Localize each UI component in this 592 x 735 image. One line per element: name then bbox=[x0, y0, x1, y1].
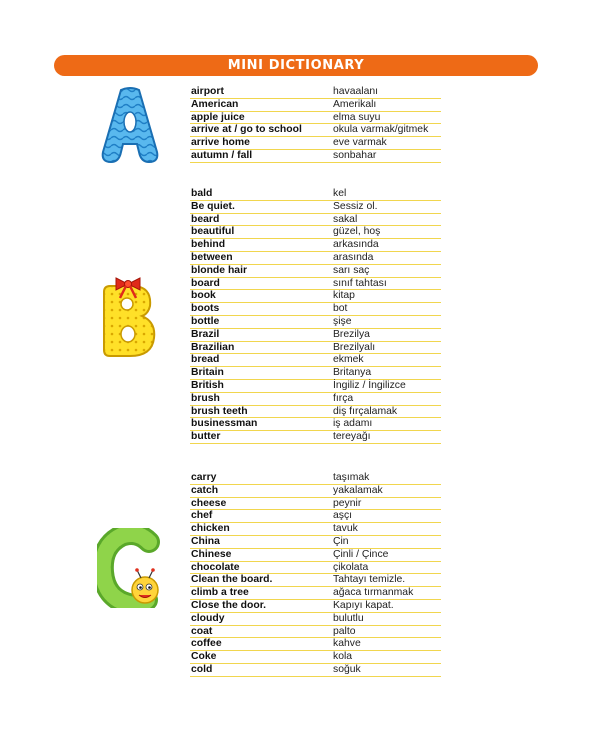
dictionary-row bbox=[190, 303, 441, 316]
dictionary-row bbox=[190, 536, 441, 549]
turkish-translation: Amerikalı bbox=[333, 98, 377, 110]
dictionary-row bbox=[190, 393, 441, 406]
turkish-translation: sarı saç bbox=[333, 264, 370, 276]
english-term: bread bbox=[191, 354, 220, 366]
english-term: behind bbox=[191, 239, 226, 251]
dictionary-row bbox=[190, 316, 441, 329]
dictionary-row bbox=[190, 380, 441, 393]
turkish-translation: Çin bbox=[333, 535, 349, 547]
dictionary-row bbox=[190, 214, 441, 227]
turkish-translation: arasında bbox=[333, 251, 374, 263]
turkish-translation: İngiliz / İngilizce bbox=[333, 379, 406, 391]
turkish-translation: Çinli / Çince bbox=[333, 548, 389, 560]
turkish-translation: kola bbox=[333, 651, 353, 663]
turkish-translation: bulutlu bbox=[333, 612, 364, 624]
letter-a-illustration bbox=[99, 86, 161, 164]
english-term: bald bbox=[191, 188, 213, 199]
english-term: airport bbox=[191, 86, 224, 97]
english-term: catch bbox=[191, 484, 219, 496]
turkish-translation: kahve bbox=[333, 638, 361, 650]
turkish-translation: tavuk bbox=[333, 523, 358, 535]
english-term: Coke bbox=[191, 651, 217, 663]
dictionary-row bbox=[190, 112, 441, 125]
turkish-translation: ekmek bbox=[333, 354, 364, 366]
english-term: Close the door. bbox=[191, 599, 267, 611]
turkish-translation: Brezilya bbox=[333, 328, 370, 340]
dictionary-row bbox=[190, 252, 441, 265]
turkish-translation: aşçı bbox=[333, 510, 353, 522]
english-term: cloudy bbox=[191, 612, 225, 624]
dictionary-row bbox=[190, 367, 441, 380]
english-term: arrive home bbox=[191, 137, 250, 149]
english-term: British bbox=[191, 379, 224, 391]
english-term: China bbox=[191, 535, 220, 547]
english-term: between bbox=[191, 251, 233, 263]
dictionary-row bbox=[190, 342, 441, 355]
turkish-translation: soğuk bbox=[333, 663, 361, 675]
dictionary-row bbox=[190, 664, 441, 677]
english-term: climb a tree bbox=[191, 587, 249, 599]
dictionary-row bbox=[190, 510, 441, 523]
english-term: arrive at / go to school bbox=[191, 124, 302, 136]
turkish-translation: sakal bbox=[333, 213, 358, 225]
dictionary-row bbox=[190, 485, 441, 498]
turkish-translation: Brezilyalı bbox=[333, 341, 376, 353]
english-term: chef bbox=[191, 510, 213, 522]
english-term: coat bbox=[191, 625, 213, 637]
dictionary-row bbox=[190, 265, 441, 278]
turkish-translation: arkasında bbox=[333, 239, 379, 251]
english-term: cold bbox=[191, 663, 213, 675]
english-term: bottle bbox=[191, 315, 220, 327]
dictionary-row bbox=[190, 613, 441, 626]
dictionary-row bbox=[190, 86, 441, 99]
turkish-translation: kel bbox=[333, 188, 347, 199]
dictionary-row bbox=[190, 329, 441, 342]
english-term: autumn / fall bbox=[191, 149, 253, 161]
english-term: chicken bbox=[191, 523, 230, 535]
turkish-translation: Kapıyı kapat. bbox=[333, 599, 394, 611]
english-term: beard bbox=[191, 213, 220, 225]
dictionary-row bbox=[190, 150, 441, 163]
dictionary-row bbox=[190, 498, 441, 511]
turkish-translation: eve varmak bbox=[333, 137, 387, 149]
letter-c-illustration bbox=[97, 528, 163, 608]
dictionary-row bbox=[190, 574, 441, 587]
turkish-translation: güzel, hoş bbox=[333, 226, 381, 238]
turkish-translation: diş fırçalamak bbox=[333, 405, 398, 417]
turkish-translation: kitap bbox=[333, 290, 355, 302]
dictionary-row bbox=[190, 354, 441, 367]
english-term: brush teeth bbox=[191, 405, 248, 417]
english-term: book bbox=[191, 290, 216, 302]
english-term: Chinese bbox=[191, 548, 232, 560]
turkish-translation: peynir bbox=[333, 497, 362, 509]
turkish-translation: Tahtayı temizle. bbox=[333, 574, 406, 586]
turkish-translation: Sessiz ol. bbox=[333, 200, 378, 212]
dictionary-row bbox=[190, 600, 441, 613]
dictionary-row bbox=[190, 406, 441, 419]
english-term: American bbox=[191, 98, 239, 110]
english-term: board bbox=[191, 277, 220, 289]
turkish-translation: bot bbox=[333, 303, 348, 315]
turkish-translation: sonbahar bbox=[333, 149, 377, 161]
english-term: businessman bbox=[191, 418, 258, 430]
turkish-translation: yakalamak bbox=[333, 484, 383, 496]
english-term: Clean the board. bbox=[191, 574, 273, 586]
dictionary-row bbox=[190, 99, 441, 112]
dictionary-row bbox=[190, 137, 441, 150]
english-term: brush bbox=[191, 392, 220, 404]
dictionary-row bbox=[190, 472, 441, 485]
letter-b-illustration bbox=[100, 266, 160, 360]
dictionary-row bbox=[190, 587, 441, 600]
english-term: cheese bbox=[191, 497, 227, 509]
title-banner bbox=[54, 55, 538, 76]
english-term: coffee bbox=[191, 638, 222, 650]
turkish-translation: sınıf tahtası bbox=[333, 277, 387, 289]
page-title: MINI DICTIONARY bbox=[227, 58, 365, 73]
turkish-translation: ağaca tırmanmak bbox=[333, 587, 414, 599]
turkish-translation: tereyağı bbox=[333, 431, 371, 443]
dictionary-row bbox=[190, 226, 441, 239]
dictionary-row bbox=[190, 549, 441, 562]
dictionary-row bbox=[190, 626, 441, 639]
dictionary-row bbox=[190, 562, 441, 575]
english-term: boots bbox=[191, 303, 220, 315]
section-c bbox=[190, 472, 441, 677]
dictionary-row bbox=[190, 523, 441, 536]
turkish-translation: taşımak bbox=[333, 472, 370, 483]
turkish-translation: iş adamı bbox=[333, 418, 373, 430]
dictionary-row bbox=[190, 124, 441, 137]
turkish-translation: havaalanı bbox=[333, 86, 379, 97]
dictionary-row bbox=[190, 651, 441, 664]
dictionary-row bbox=[190, 201, 441, 214]
turkish-translation: fırça bbox=[333, 392, 354, 404]
turkish-translation: palto bbox=[333, 625, 356, 637]
turkish-translation: okula varmak/gitmek bbox=[333, 124, 429, 136]
english-term: Brazilian bbox=[191, 341, 235, 353]
english-term: Britain bbox=[191, 367, 224, 379]
english-term: carry bbox=[191, 472, 217, 483]
dictionary-row bbox=[190, 290, 441, 303]
dictionary-row bbox=[190, 188, 441, 201]
turkish-translation: çikolata bbox=[333, 561, 369, 573]
turkish-translation: şişe bbox=[333, 315, 352, 327]
dictionary-row bbox=[190, 239, 441, 252]
dictionary-row bbox=[190, 278, 441, 291]
english-term: beautiful bbox=[191, 226, 235, 238]
section-b bbox=[190, 188, 441, 444]
section-a bbox=[190, 86, 441, 163]
english-term: Brazil bbox=[191, 328, 220, 340]
english-term: Be quiet. bbox=[191, 200, 235, 212]
dictionary-row bbox=[190, 431, 441, 444]
english-term: chocolate bbox=[191, 561, 240, 573]
english-term: butter bbox=[191, 431, 221, 443]
turkish-translation: elma suyu bbox=[333, 111, 381, 123]
dictionary-row bbox=[190, 638, 441, 651]
turkish-translation: Britanya bbox=[333, 367, 372, 379]
english-term: apple juice bbox=[191, 111, 245, 123]
english-term: blonde hair bbox=[191, 264, 247, 276]
dictionary-row bbox=[190, 418, 441, 431]
